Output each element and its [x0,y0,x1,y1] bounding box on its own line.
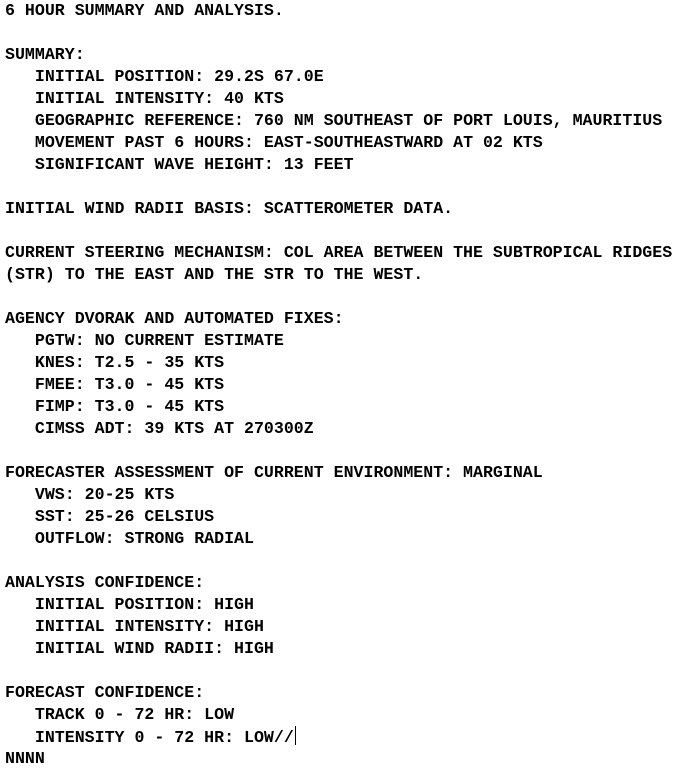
blank-line [5,220,672,242]
summary-heading: SUMMARY: [5,45,85,64]
fixes-heading: AGENCY DVORAK AND AUTOMATED FIXES: [5,309,344,328]
blank-line [5,22,672,44]
environment-item: VWS: 20-25 KTS [34,485,175,504]
text-cursor [295,726,296,745]
blank-line [5,440,672,462]
wind-radii-basis: INITIAL WIND RADII BASIS: SCATTEROMETER DATA. [5,199,454,218]
forecast-bulletin [5,0,672,770]
analysis-confidence-item: INITIAL WIND RADII: HIGH [34,639,274,658]
analysis-confidence-item: INITIAL INTENSITY: HIGH [34,617,264,636]
fix-item: CIMSS ADT: 39 KTS AT 270300Z [34,419,314,438]
blank-line [5,550,672,572]
summary-item-movement: MOVEMENT PAST 6 HOURS: EAST-SOUTHEASTWARD AT 02 KTS [34,133,543,152]
steering-mechanism-line-1: CURRENT STEERING MECHANISM: COL AREA BETWEEN THE SUBTROPICAL RIDGES [5,243,673,262]
steering-mechanism-line-2: (STR) TO THE EAST AND THE STR TO THE WEST. [5,265,424,284]
blank-line [5,176,672,198]
forecast-confidence-item: INTENSITY 0 - 72 HR: LOW// [34,728,294,747]
fix-item: FMEE: T3.0 - 45 KTS [34,375,225,394]
blank-line [5,660,672,682]
fix-item: KNES: T2.5 - 35 KTS [34,353,225,372]
end-marker: NNNN [5,749,45,768]
summary-item-position: INITIAL POSITION: 29.2S 67.0E [34,67,324,86]
summary-item-wave-height: SIGNIFICANT WAVE HEIGHT: 13 FEET [34,155,354,174]
analysis-confidence-item: INITIAL POSITION: HIGH [34,595,254,614]
forecast-confidence-item: TRACK 0 - 72 HR: LOW [34,705,235,724]
environment-item: SST: 25-26 CELSIUS [34,507,215,526]
bulletin-title: 6 HOUR SUMMARY AND ANALYSIS. [5,1,284,20]
environment-item: OUTFLOW: STRONG RADIAL [34,529,254,548]
blank-line [5,286,672,308]
fix-item: PGTW: NO CURRENT ESTIMATE [34,331,284,350]
summary-item-intensity: INITIAL INTENSITY: 40 KTS [34,89,284,108]
summary-item-geographic-reference: GEOGRAPHIC REFERENCE: 760 NM SOUTHEAST OF PORT LOUIS, MAURITIUS [34,111,663,130]
fix-item: FIMP: T3.0 - 45 KTS [34,397,225,416]
analysis-confidence-heading: ANALYSIS CONFIDENCE: [5,573,205,592]
environment-heading: FORECASTER ASSESSMENT OF CURRENT ENVIRONMENT: MARGINAL [5,463,543,482]
forecast-confidence-heading: FORECAST CONFIDENCE: [5,683,205,702]
